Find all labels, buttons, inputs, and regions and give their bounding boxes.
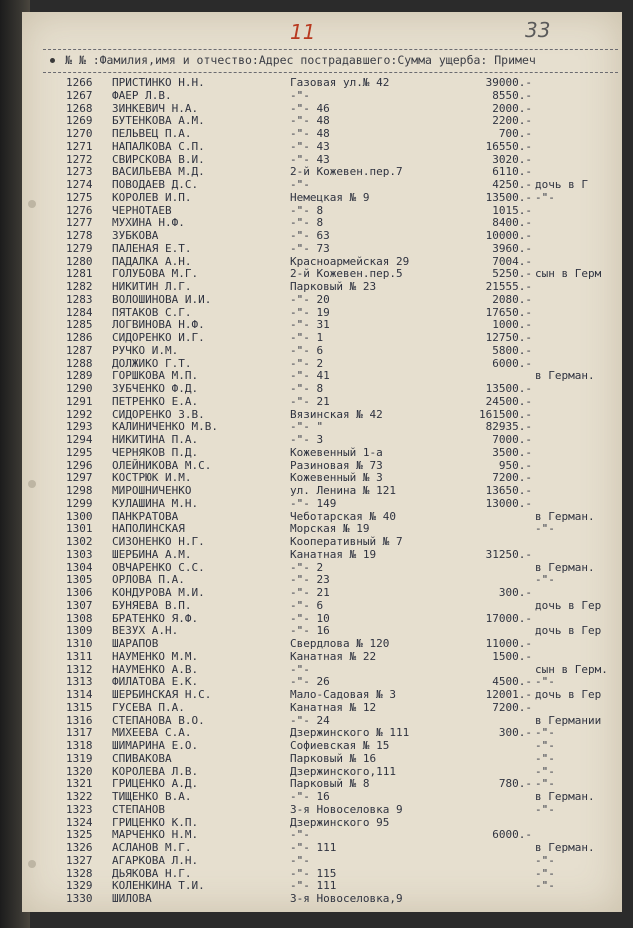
victim-name: ЛОГВИНОВА Н.Ф. [112, 318, 205, 332]
victim-name: БРАТЕНКО Я.Ф. [112, 611, 199, 625]
row-note: -"- [535, 802, 555, 816]
damage-sum: 3020.- [492, 152, 532, 166]
victim-address: -"- 149 [290, 496, 337, 510]
damage-sum: 7200.- [492, 471, 532, 485]
row-number: 1277 [66, 216, 93, 230]
row-number: 1300 [66, 509, 93, 523]
row-number: 1328 [66, 866, 93, 880]
damage-sum: 12001.- [485, 688, 532, 701]
damage-sum: 5800.- [492, 343, 532, 357]
victim-name: НИКИТИНА П.А. [112, 433, 199, 446]
row-number: 1278 [66, 229, 93, 242]
victim-address: Парковый № 8 [290, 777, 370, 791]
victim-name: СТЕПАНОВ [112, 802, 165, 816]
victim-name: ФАЕР Л.В. [112, 88, 172, 102]
row-number: 1298 [66, 484, 93, 497]
row-number: 1272 [66, 152, 93, 166]
victim-name: ВАСИЛЬЕВА М.Д. [112, 165, 205, 179]
victim-name: ТИЩЕНКО В.А. [112, 790, 192, 803]
victim-address: -"- 26 [290, 675, 330, 689]
victim-address: -"- 48 [290, 127, 330, 140]
victim-name: ПОВОДАЕВ Д.С. [112, 178, 199, 191]
victim-address: -"- [290, 828, 310, 842]
victim-name: БУНЯЕВА В.П. [112, 598, 192, 612]
victim-name: РУЧКО И.М. [112, 343, 179, 357]
damage-sum: 17650.- [485, 305, 532, 319]
victim-address: 2-й Кожевен.пер.5 [290, 267, 403, 281]
row-number: 1309 [66, 624, 93, 638]
row-number: 1289 [66, 369, 93, 383]
victim-address: Парковый № 16 [290, 751, 377, 765]
victim-address: Кожевенный 1-а [290, 445, 383, 459]
row-note: -"- [535, 751, 555, 765]
row-note: дочь в Г [535, 178, 588, 191]
victim-address: -"- 16 [290, 624, 330, 638]
victim-name: ГРИЦЕНКО А.Д. [112, 777, 199, 791]
row-number: 1329 [66, 879, 93, 893]
victim-address: -"- [290, 662, 310, 676]
row-number: 1330 [66, 892, 93, 905]
victim-address: -"- 8 [290, 382, 324, 395]
damage-sum: 8550.- [492, 88, 532, 102]
row-note: -"- [535, 739, 555, 752]
victim-address: Дзержинского 95 [290, 815, 390, 829]
damage-sum: 7200.- [492, 700, 532, 714]
victim-name: ПЕЛЬВЕЦ П.А. [112, 127, 192, 140]
row-note: -"- [535, 190, 555, 204]
victim-address: -"- 41 [290, 369, 330, 383]
victim-address: -"- 24 [290, 713, 330, 727]
row-number: 1312 [66, 662, 93, 676]
table-header-text: № № :Фамилия,имя и отчество:Адрес пострадавшего:Сумма ущерба: Примеч [65, 53, 536, 67]
row-note: сын в Герм [535, 267, 602, 281]
victim-name: ШИЛОВА [112, 892, 152, 905]
victim-name: КОНДУРОВА М.И. [112, 586, 205, 599]
victim-address: Вязинская № 42 [290, 407, 383, 421]
victim-name: ЧЕРНОТАЕВ [112, 203, 172, 217]
victim-address: -"- [290, 178, 310, 191]
victim-address: -"- 48 [290, 114, 330, 128]
victim-address: 3-я Новоселовка 9 [290, 802, 403, 816]
victim-address: 2-й Кожевен.пер.7 [290, 165, 403, 179]
row-number: 1294 [66, 433, 93, 446]
damage-sum: 39000.- [485, 76, 532, 89]
victim-name: НАПАЛКОВА С.П. [112, 139, 205, 153]
damage-sum: 31250.- [485, 547, 532, 561]
victim-name: ШЕРБИНСКАЯ Н.С. [112, 688, 212, 701]
victim-name: ПАНКРАТОВА [112, 509, 179, 523]
victim-address: Разиновая № 73 [290, 458, 383, 472]
damage-sum: 82935.- [485, 420, 532, 434]
row-number: 1282 [66, 280, 93, 293]
victim-name: ГРИЦЕНКО К.П. [112, 815, 199, 829]
victim-name: ГУСЕВА П.А. [112, 700, 185, 714]
victim-address: Софиевская № 15 [290, 739, 390, 752]
row-number: 1279 [66, 241, 93, 255]
table-header [43, 49, 618, 73]
row-number: 1286 [66, 331, 93, 344]
victim-address: -"- 43 [290, 152, 330, 166]
row-number: 1325 [66, 828, 93, 842]
row-number: 1305 [66, 573, 93, 587]
victim-address: Мало-Садовая № 3 [290, 688, 396, 701]
table-row [0, 892, 622, 906]
victim-address: -"- 43 [290, 139, 330, 153]
victim-name: ДОЛЖИКО Г.Т. [112, 356, 192, 370]
victim-name: ВОЛОШИНОВА И.И. [112, 292, 212, 306]
victim-address: -"- 8 [290, 203, 324, 217]
damage-sum: 16550.- [485, 139, 532, 153]
victim-name: АГАРКОВА Л.Н. [112, 853, 199, 867]
victim-name: ПАЛЕНАЯ Е.Т. [112, 241, 192, 255]
victim-name: СИДОРЕНКО И.Г. [112, 331, 205, 344]
row-note: в Германии [535, 713, 602, 727]
row-number: 1311 [66, 649, 93, 663]
damage-sum: 7000.- [492, 433, 532, 446]
damage-sum: 13650.- [485, 484, 532, 497]
damage-sum: 17000.- [485, 611, 532, 625]
row-number: 1281 [66, 267, 93, 281]
row-number: 1270 [66, 127, 93, 140]
damage-sum: 1500.- [492, 649, 532, 663]
row-number: 1285 [66, 318, 93, 332]
victim-address: Красноармейская 29 [290, 254, 410, 268]
damage-sum: 13500.- [485, 190, 532, 204]
victim-name: НАПОЛИНСКАЯ [112, 522, 185, 536]
victim-address: -"- 3 [290, 433, 324, 446]
victim-name: СВИРСКОВА В.И. [112, 152, 205, 166]
row-number: 1316 [66, 713, 93, 727]
row-note: в Герман. [535, 369, 595, 383]
victim-name: ЗУБЧЕНКО Ф.Д. [112, 382, 199, 395]
victim-name: СТЕПАНОВА В.О. [112, 713, 205, 727]
row-note: -"- [535, 726, 555, 740]
victim-name: ОРЛОВА П.А. [112, 573, 185, 587]
damage-sum: 5250.- [492, 267, 532, 281]
row-number: 1273 [66, 165, 93, 179]
damage-sum: 24500.- [485, 394, 532, 408]
row-note: в Герман. [535, 560, 595, 574]
victim-address: -"- 31 [290, 318, 330, 332]
row-number: 1288 [66, 356, 93, 370]
victim-name: ОЛЕЙНИКОВА М.С. [112, 458, 212, 472]
victim-name: МИХЕЕВА С.А. [112, 726, 192, 740]
victim-name: ДЬЯКОВА Н.Г. [112, 866, 192, 880]
row-note: -"- [535, 879, 555, 893]
victim-name: ЧЕРНЯКОВ П.Д. [112, 445, 199, 459]
victim-name: МУХИНА Н.Ф. [112, 216, 185, 230]
victim-name: СИДОРЕНКО З.В. [112, 407, 205, 421]
row-number: 1318 [66, 739, 93, 752]
damage-sum: 300.- [498, 726, 532, 740]
victim-name: ЗИНКЕВИЧ Н.А. [112, 101, 199, 115]
victim-name: ШЕРБИНА А.М. [112, 547, 192, 561]
damage-sum: 4500.- [492, 675, 532, 689]
damage-sum: 950.- [498, 458, 532, 472]
row-number: 1290 [66, 382, 93, 395]
victim-address: -"- 63 [290, 229, 330, 242]
victim-name: КУЛАШИНА М.Н. [112, 496, 199, 510]
damage-sum: 7004.- [492, 254, 532, 268]
victim-name: ШИМАРИНА Е.О. [112, 739, 199, 752]
victim-address: Кожевенный № 3 [290, 471, 383, 485]
damage-sum: 11000.- [485, 637, 532, 650]
victim-name: НИКИТИН Л.Г. [112, 280, 192, 293]
row-note: дочь в Гер [535, 624, 602, 638]
victim-address: Свердлова № 120 [290, 637, 390, 650]
damage-sum: 4250.- [492, 178, 532, 191]
damage-sum: 6110.- [492, 165, 532, 179]
row-note: дочь в Гер [535, 688, 602, 701]
row-number: 1302 [66, 535, 93, 548]
damage-sum: 13000.- [485, 496, 532, 510]
row-number: 1271 [66, 139, 93, 153]
page-number: 33 [525, 18, 551, 42]
row-note: сын в Герм. [535, 662, 608, 676]
victim-address: Морская № 19 [290, 522, 370, 536]
row-number: 1327 [66, 853, 93, 867]
row-number: 1292 [66, 407, 93, 421]
damage-sum: 6000.- [492, 828, 532, 842]
victim-name: КОРОЛЕВА Л.В. [112, 764, 199, 778]
scan-edge [622, 0, 633, 928]
handwritten-number: 11 [290, 20, 316, 44]
victim-name: ПЯТАКОВ С.Г. [112, 305, 192, 319]
damage-sum: 13500.- [485, 382, 532, 395]
row-number: 1295 [66, 445, 93, 459]
row-number: 1301 [66, 522, 93, 536]
victim-address: 3-я Новоселовка,9 [290, 892, 403, 905]
victim-address: -"- 46 [290, 101, 330, 115]
damage-sum: 2080.- [492, 292, 532, 306]
victim-address: Чеботарская № 40 [290, 509, 396, 523]
row-note: в Герман. [535, 841, 595, 854]
victim-address: Немецкая № 9 [290, 190, 370, 204]
victim-address: -"- 20 [290, 292, 330, 306]
damage-sum: 780.- [498, 777, 532, 791]
row-number: 1306 [66, 586, 93, 599]
victim-name: СИЗОНЕНКО Н.Г. [112, 535, 205, 548]
victim-address: Дзержинского № 111 [290, 726, 410, 740]
victim-address: Канатная № 12 [290, 700, 377, 714]
damage-sum: 3960.- [492, 241, 532, 255]
victim-name: НАУМЕНКО М.М. [112, 649, 199, 663]
row-number: 1283 [66, 292, 93, 306]
victim-address: ул. Ленина № 121 [290, 484, 396, 497]
victim-address: -"- 21 [290, 586, 330, 599]
victim-name: КОСТРЮК И.М. [112, 471, 192, 485]
victim-address: -"- 115 [290, 866, 337, 880]
row-number: 1299 [66, 496, 93, 510]
row-number: 1315 [66, 700, 93, 714]
row-number: 1313 [66, 675, 93, 689]
row-number: 1324 [66, 815, 93, 829]
row-number: 1307 [66, 598, 93, 612]
victim-address: -"- 111 [290, 879, 337, 893]
victim-address: -"- [290, 88, 310, 102]
damage-sum: 1000.- [492, 318, 532, 332]
row-number: 1297 [66, 471, 93, 485]
row-note: -"- [535, 573, 555, 587]
row-number: 1303 [66, 547, 93, 561]
row-number: 1274 [66, 178, 93, 191]
victim-address: Газовая ул.№ 42 [290, 76, 390, 89]
row-number: 1308 [66, 611, 93, 625]
row-note: -"- [535, 675, 555, 689]
victim-address: -"- 111 [290, 841, 337, 854]
victim-address: -"- 73 [290, 241, 330, 255]
row-note: -"- [535, 853, 555, 867]
damage-sum: 3500.- [492, 445, 532, 459]
row-note: -"- [535, 764, 555, 778]
row-number: 1304 [66, 560, 93, 574]
victim-name: ПРИСТИНКО Н.Н. [112, 76, 205, 89]
victim-address: Канатная № 22 [290, 649, 377, 663]
damage-sum: 700.- [498, 127, 532, 140]
victim-address: -"- 6 [290, 343, 324, 357]
row-number: 1269 [66, 114, 93, 128]
damage-sum: 8400.- [492, 216, 532, 230]
victim-name: СПИВАКОВА [112, 751, 172, 765]
victim-name: МАРЧЕНКО Н.М. [112, 828, 199, 842]
victim-address: -"- " [290, 420, 324, 434]
victim-address: Дзержинского,111 [290, 764, 396, 778]
victim-name: БУТЕНКОВА А.М. [112, 114, 205, 128]
victim-name: МИРОШНИЧЕНКО [112, 484, 192, 497]
row-number: 1268 [66, 101, 93, 115]
victim-name: ШАРАПОВ [112, 637, 159, 650]
row-number: 1317 [66, 726, 93, 740]
victim-name: ВЕЗУХ А.Н. [112, 624, 179, 638]
victim-address: -"- [290, 853, 310, 867]
row-number: 1323 [66, 802, 93, 816]
row-number: 1291 [66, 394, 93, 408]
damage-sum: 21555.- [485, 280, 532, 293]
row-number: 1322 [66, 790, 93, 803]
victim-address: -"- 21 [290, 394, 330, 408]
victim-name: ЗУБКОВА [112, 229, 159, 242]
row-number: 1280 [66, 254, 93, 268]
victim-name: ОВЧАРЕНКО С.С. [112, 560, 205, 574]
victim-address: -"- 19 [290, 305, 330, 319]
victim-name: НАУМЕНКО А.В. [112, 662, 199, 676]
row-number: 1287 [66, 343, 93, 357]
victim-name: ПЕТРЕНКО Е.А. [112, 394, 199, 408]
row-note: в Герман. [535, 790, 595, 803]
victim-address: -"- 16 [290, 790, 330, 803]
victim-address: Парковый № 23 [290, 280, 377, 293]
row-number: 1284 [66, 305, 93, 319]
row-note: -"- [535, 777, 555, 791]
victim-address: -"- 6 [290, 598, 324, 612]
victim-name: КОЛЕНКИНА Т.И. [112, 879, 205, 893]
victim-address: -"- 10 [290, 611, 330, 625]
row-number: 1266 [66, 76, 93, 89]
row-number: 1296 [66, 458, 93, 472]
victim-address: -"- 2 [290, 560, 324, 574]
row-number: 1320 [66, 764, 93, 778]
victim-name: КОРОЛЕВ И.П. [112, 190, 192, 204]
victim-name: ГОЛУБОВА М.Г. [112, 267, 199, 281]
row-note: дочь в Гер [535, 598, 602, 612]
victim-name: ГОРШКОВА М.П. [112, 369, 199, 383]
row-note: -"- [535, 522, 555, 536]
victim-name: ПАДАЛКА А.Н. [112, 254, 192, 268]
damage-sum: 6000.- [492, 356, 532, 370]
row-number: 1267 [66, 88, 93, 102]
row-number: 1310 [66, 637, 93, 650]
row-number: 1275 [66, 190, 93, 204]
row-number: 1276 [66, 203, 93, 217]
damage-sum: 2200.- [492, 114, 532, 128]
damage-sum: 12750.- [485, 331, 532, 344]
damage-sum: 300.- [498, 586, 532, 599]
row-number: 1319 [66, 751, 93, 765]
damage-sum: 2000.- [492, 101, 532, 115]
victim-address: -"- 2 [290, 356, 324, 370]
damage-sum: 161500.- [479, 407, 532, 421]
victim-name: ФИЛАТОВА Е.К. [112, 675, 199, 689]
row-number: 1326 [66, 841, 93, 854]
damage-sum: 1015.- [492, 203, 532, 217]
victim-name: АСЛАНОВ М.Г. [112, 841, 192, 854]
row-number: 1314 [66, 688, 93, 701]
row-note: -"- [535, 866, 555, 880]
victim-address: Канатная № 19 [290, 547, 377, 561]
victim-name: КАЛИНИЧЕНКО М.В. [112, 420, 218, 434]
row-note: в Герман. [535, 509, 595, 523]
damage-sum: 10000.- [485, 229, 532, 242]
victim-address: -"- 23 [290, 573, 330, 587]
victim-address: -"- 8 [290, 216, 324, 230]
row-number: 1321 [66, 777, 93, 791]
victim-address: Кооперативный № 7 [290, 535, 403, 548]
victim-address: -"- 1 [290, 331, 324, 344]
row-number: 1293 [66, 420, 93, 434]
